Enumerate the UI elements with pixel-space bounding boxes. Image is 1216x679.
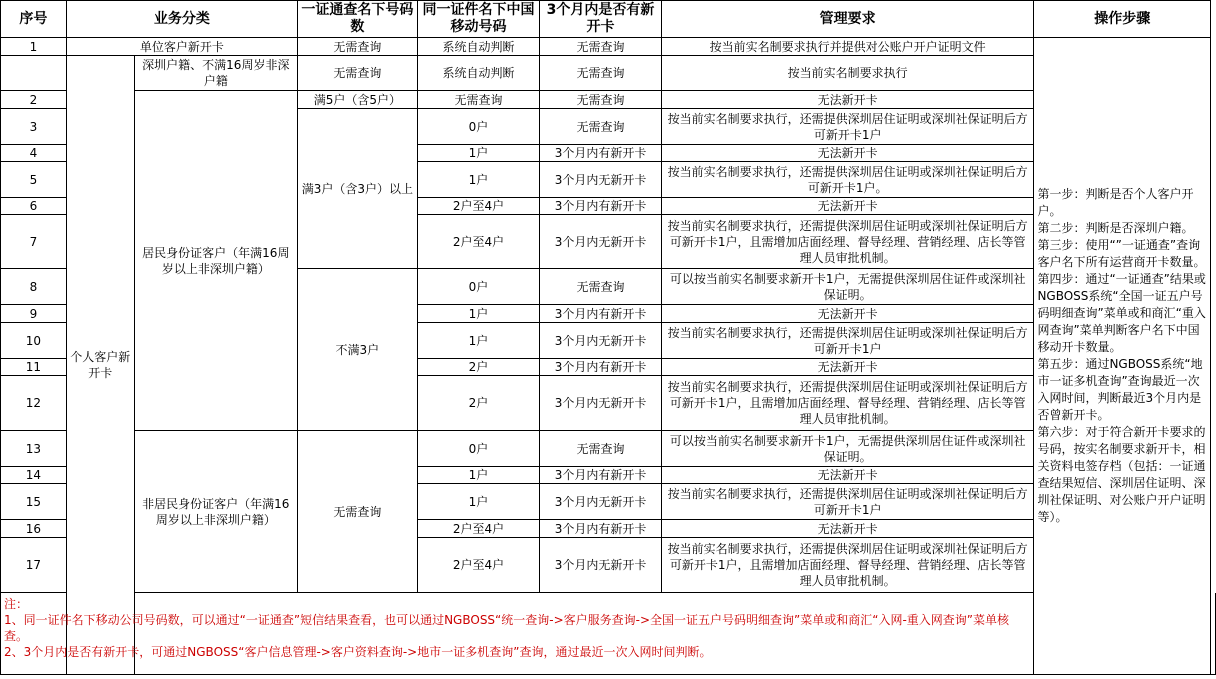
cell-mgmt: 按当前实名制要求执行，还需提供深圳居住证明或深圳社保证明后方可新开卡1户，且需增加店面经理、督导经理、营销经理、店长等管理人员审批机制。: [661, 376, 1034, 431]
cell-yzt-noquery: 无需查询: [298, 431, 418, 593]
step-3: 第三步：使用“”一证通查”查询客户名下所有运营商开卡数量。: [1037, 238, 1206, 269]
cell-mgmt: 无法新开卡: [661, 467, 1034, 484]
cell-mgmt: 按当前实名制要求执行: [661, 56, 1034, 91]
cell-recent: 3个月内有新开卡: [540, 467, 662, 484]
table-row: [1, 431, 1216, 467]
cell-recent: 3个月内无新开卡: [540, 484, 662, 520]
cell-full5: 满5户（含5户）: [298, 91, 418, 109]
cell-seq: 4: [1, 145, 67, 162]
cell-cmcc: 0户: [417, 269, 540, 305]
cell-recent: 3个月内无新开卡: [540, 323, 662, 359]
step-2: 第二步：判断是否深圳户籍。: [1037, 221, 1194, 235]
cell-lt3: 不满3户: [298, 269, 418, 431]
cell-cmcc: 0户: [417, 431, 540, 467]
cell-cmcc: 1户: [417, 145, 540, 162]
cell-seq: 6: [1, 198, 67, 215]
notes: [1, 593, 1034, 675]
cell-shenzhen-hukou: 深圳户籍、不满16周岁非深户籍: [134, 56, 297, 91]
cell-mgmt: 可以按当前实名制要求新开卡1户，无需提供深圳居住证件或深圳社保证明。: [661, 269, 1034, 305]
cell-cmcc: 1户: [417, 323, 540, 359]
cell-cmcc: 无需查询: [417, 91, 540, 109]
cell-seq: 15: [1, 484, 67, 520]
cell-mgmt: 无法新开卡: [661, 145, 1034, 162]
cell-cmcc: 1户: [417, 162, 540, 198]
cell-seq: 9: [1, 305, 67, 323]
cell-recent: 无需查询: [540, 91, 662, 109]
note-1: 1、同一证件名下移动公司号码数，可以通过“一证通查”短信结果查看，也可以通过NGBOSS“统一查询->客户服务查询->全国一证五户号码明细查询”菜单或和商汇“入网-重入网查询”菜单核查。: [4, 613, 1010, 643]
cell-mgmt: 无法新开卡: [661, 91, 1034, 109]
header-recent: 3个月内是否有新开卡: [540, 1, 662, 38]
table-row: [1, 91, 1216, 109]
cell-mgmt: 按当前实名制要求执行并提供对公账户开户证明文件: [661, 38, 1034, 56]
cell-seq: 12: [1, 376, 67, 431]
cell-resident-id: 居民身份证客户（年满16周岁以上非深圳户籍）: [134, 91, 297, 431]
cell-recent: 3个月内有新开卡: [540, 145, 662, 162]
cell-mgmt: 无法新开卡: [661, 520, 1034, 538]
cell-mgmt: 按当前实名制要求执行，还需提供深圳居住证明或深圳社保证明后方可新开卡1户。: [661, 162, 1034, 198]
cell-cmcc: 1户: [417, 305, 540, 323]
cell-unit-customer: 单位客户新开卡: [66, 38, 297, 56]
cell-recent: 无需查询: [540, 56, 662, 91]
table-row: [1, 38, 1216, 56]
cell-cmcc: 2户: [417, 376, 540, 431]
cell-seq: 8: [1, 269, 67, 305]
cell-mgmt: 按当前实名制要求执行，还需提供深圳居住证明或深圳社保证明后方可新开卡1户，且需增加店面经理、督导经理、营销经理、店长等管理人员审批机制。: [661, 215, 1034, 269]
cell-mgmt: 无法新开卡: [661, 305, 1034, 323]
header-category: 业务分类: [66, 1, 297, 38]
cell-recent: 3个月内有新开卡: [540, 198, 662, 215]
header-mgmt: 管理要求: [661, 1, 1034, 38]
step-6: 第六步：对于符合新开卡要求的号码，按实名制要求新开卡，相关资料电签存档（包括：一证通查结果短信、深圳居住证明、深圳社保证明、对公账户开户证明等）。: [1037, 425, 1206, 524]
cell-recent: 无需查询: [540, 269, 662, 305]
cell-mgmt: 无法新开卡: [661, 198, 1034, 215]
header-steps: 操作步骤: [1034, 1, 1211, 38]
cell-cmcc: 1户: [417, 484, 540, 520]
cell-yzt: 无需查询: [298, 56, 418, 91]
cell-recent: 3个月内有新开卡: [540, 359, 662, 376]
cell-mgmt: 按当前实名制要求执行，还需提供深圳居住证明或深圳社保证明后方可新开卡1户: [661, 323, 1034, 359]
cell-personal-customer: 个人客户新开卡: [66, 56, 134, 675]
cell-cmcc: 2户至4户: [417, 520, 540, 538]
cell-yzt: 无需查询: [298, 38, 418, 56]
cell-mgmt: 按当前实名制要求执行，还需提供深圳居住证明或深圳社保证明后方可新开卡1户，且需增加店面经理、督导经理、营销经理、店长等管理人员审批机制。: [661, 538, 1034, 593]
cell-cmcc: 系统自动判断: [417, 38, 540, 56]
cell-recent: 3个月内无新开卡: [540, 376, 662, 431]
cell-recent: 无需查询: [540, 38, 662, 56]
cell-seq: 10: [1, 323, 67, 359]
header-row: [1, 1, 1216, 38]
cell-seq: 16: [1, 520, 67, 538]
cell-seq: 5: [1, 162, 67, 198]
cell-cmcc: 2户至4户: [417, 198, 540, 215]
cell-cmcc: 2户至4户: [417, 215, 540, 269]
cell-seq: [1, 56, 67, 91]
cell-seq: 2: [1, 91, 67, 109]
table-row: [1, 56, 1216, 91]
notes-title: 注：: [4, 597, 29, 611]
cell-seq: 14: [1, 467, 67, 484]
cell-seq: 17: [1, 538, 67, 593]
cell-recent: 3个月内有新开卡: [540, 520, 662, 538]
note-2: 2、3个月内是否有新开卡，可通过NGBOSS“客户信息管理->客户资料查询->地市一证多机查询”查询，通过最近一次入网时间判断。: [4, 645, 712, 659]
cell-seq: 3: [1, 109, 67, 145]
cell-cmcc: 0户: [417, 109, 540, 145]
cell-cmcc: 系统自动判断: [417, 56, 540, 91]
notes-row: [1, 593, 1216, 675]
cell-seq: 13: [1, 431, 67, 467]
cell-cmcc: 1户: [417, 467, 540, 484]
cell-recent: 3个月内无新开卡: [540, 215, 662, 269]
cell-mgmt: 无法新开卡: [661, 359, 1034, 376]
cell-recent: 3个月内无新开卡: [540, 538, 662, 593]
cell-seq: 7: [1, 215, 67, 269]
cell-full3: 满3户（含3户）以上: [298, 109, 418, 269]
header-yzt: 一证通查名下号码数: [298, 1, 418, 38]
cell-recent: 3个月内无新开卡: [540, 162, 662, 198]
notes-blank-cell: [1211, 593, 1216, 675]
step-4: 第四步：通过“一证通查”结果或NGBOSS系统“全国一证五户号码明细查询”菜单或和商汇“重入网查询”菜单判断客户名下中国移动开卡数量。: [1037, 272, 1206, 354]
cell-mgmt: 按当前实名制要求执行，还需提供深圳居住证明或深圳社保证明后方可新开卡1户: [661, 109, 1034, 145]
header-cmcc: 同一证件名下中国移动号码: [417, 1, 540, 38]
cell-cmcc: 2户: [417, 359, 540, 376]
header-seq: 序号: [1, 1, 67, 38]
step-5: 第五步：通过NGBOSS系统“地市一证多机查询”查询最近一次入网时间，判断最近3个月内是否曾新开卡。: [1037, 357, 1203, 422]
cell-recent: 3个月内有新开卡: [540, 305, 662, 323]
cell-seq: 11: [1, 359, 67, 376]
cell-nonresident-id: 非居民身份证客户（年满16周岁以上非深圳户籍）: [134, 431, 297, 593]
cell-mgmt: 按当前实名制要求执行，还需提供深圳居住证明或深圳社保证明后方可新开卡1户: [661, 484, 1034, 520]
cell-recent: 无需查询: [540, 431, 662, 467]
step-1: 第一步：判断是否个人客户开户。: [1037, 187, 1194, 218]
cell-recent: 无需查询: [540, 109, 662, 145]
operation-steps: [1034, 38, 1211, 675]
cell-seq: 1: [1, 38, 67, 56]
cell-cmcc: 2户至4户: [417, 538, 540, 593]
cell-mgmt: 可以按当前实名制要求新开卡1户，无需提供深圳居住证件或深圳社保证明。: [661, 431, 1034, 467]
